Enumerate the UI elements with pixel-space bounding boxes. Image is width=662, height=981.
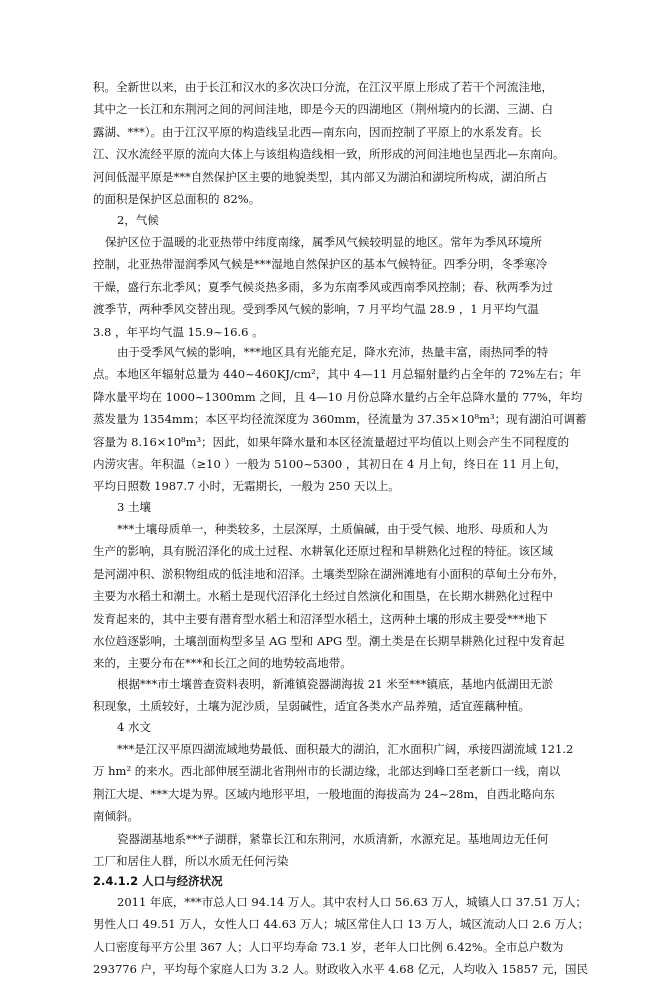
text-line: 荆江大堤、***大堤为界。区域内地形平坦，一般地面的海拔高为 24~28m，自西北略向东: [93, 786, 555, 801]
text-line: 瓷器湖基地系***子湖群，紧靠长江和东荆河，水质清新，水源充足。基地周边无任何: [117, 832, 549, 846]
paragraph-climate-detail: [93, 341, 587, 498]
text-line: 生产的影响，具有脱沼泽化的成土过程、水耕氧化还原过程和旱耕熟化过程的特征。该区域: [93, 544, 553, 559]
text-line: 渡季节，两种季风交替出现。受到季风气候的影响，7 月平均气温 28.9 ，1 月平均气温: [93, 302, 539, 317]
section-heading-soil: 3 土壤: [117, 500, 151, 514]
text-line: 男性人口 49.51 万人，女性人口 44.63 万人；城区常住人口 13 万人，城区流动人口 2.6 万人；: [93, 917, 590, 932]
paragraph-climate: [93, 231, 565, 343]
text-line: 工厂和居住人群，所以水质无任何污染: [93, 854, 289, 869]
text-line: 来的，主要分布在***和长江之间的地势较高地带。: [93, 656, 352, 671]
paragraph-soil: [93, 518, 565, 675]
text-line: 露湖、***）。由于江汉平原的构造线呈北西—南东向，因而控制了平原上的水系发育。长: [93, 124, 542, 139]
paragraph-hydrology: [93, 738, 574, 828]
paragraph-base: [93, 828, 565, 873]
text-line: 主要为水稻土和潮土。水稻土是现代沼泽化土经过自然演化和围垦，在长期水耕熟化过程中: [93, 589, 553, 604]
text-line: 293776 户，平均每个家庭人口为 3.2 人。财政收入水平 4.68 亿元，人均收入 15857 元，国民: [93, 962, 588, 977]
section-heading-hydrology: 4 水文: [117, 720, 151, 734]
text-line: 南倾斜。: [93, 809, 139, 824]
text-line: 其中之一长江和东荆河之间的河间洼地，即是今天的四湖地区（荆州境内的长湖、三湖、白: [93, 102, 553, 117]
text-line: 控制，北亚热带湿润季风气候是***湿地自然保护区的基本气候特征。四季分明，冬季寒冷: [93, 257, 548, 272]
text-line: 积。全新世以来，由于长江和汉水的多次决口分流，在江汉平原上形成了若干个河流洼地，: [93, 80, 553, 94]
text-line: 平均日照数 1987.7 小时，无霜期长，一般为 250 天以上。: [93, 479, 400, 494]
paragraph-population: [93, 891, 590, 977]
text-line: 由于受季风气候的影响，***地区具有光能充足，降水充沛，热量丰富，雨热同季的特: [117, 345, 549, 359]
text-line: 是河湖冲积、淤积物组成的低洼地和沼泽。土壤类型除在湖洲滩地有小面积的草甸土分布外，: [93, 566, 565, 581]
text-line: 容量为 8.16×10⁸m³；因此，如果年降水量和本区径流量超过平均值以上则会产生不同程度的: [93, 434, 570, 449]
text-line: ***土壤母质单一，种类较多，土层深厚，土质偏碱，由于受气候、地形、母质和人为: [117, 522, 549, 536]
text-line: 人口密度每平方公里 367 人；人口平均寿命 73.1 岁，老年人口比例 6.42%。全市总户数为: [93, 939, 564, 954]
text-line: 的面积是保护区总面积的 82%。: [93, 191, 261, 206]
text-line: 降水量平均在 1000~1300mm 之间，且 4—10 月份总降水量约占全年总降水量的 77%，年均: [93, 389, 583, 404]
text-line: 积现象，土质较好，土壤为泥沙质，呈弱碱性，适宜各类水产品养殖，适宜莲藕种植。: [93, 699, 530, 714]
paragraph-soil-survey: [93, 673, 565, 718]
text-line: 2011 年底，***市总人口 94.14 万人。其中农村人口 56.63 万人，城镇人口 37.51 万人；: [117, 895, 587, 909]
text-line: 河间低湿平原是***自然保护区主要的地貌类型，其内部又为湖泊和湖垸所构成，湖泊所占: [93, 169, 548, 184]
text-line: 万 hm² 的来水。西北部伸展至湖北省荆州市的长湖边缘，北部达到峰口至老新口一线，南以: [93, 764, 561, 779]
subsection-heading-population: 2.4.1.2 人口与经济状况: [93, 874, 223, 888]
text-line: 干燥，盛行东北季风；夏季气候炎热多雨，多为东南季风或西南季风控制；春、秋两季为过: [93, 279, 553, 294]
text-line: 保护区位于温暖的北亚热带中纬度南缘，属季风气候较明显的地区。常年为季风环境所: [105, 235, 542, 249]
text-line: 蒸发量为 1354mm；本区平均径流深度为 360mm，径流量为 37.35×10⁸m³；现有湖泊可调蓄: [93, 412, 587, 427]
paragraph-geomorphology: [93, 76, 565, 210]
text-line: 发育起来的，其中主要有潜育型水稻土和沼泽型水稻土，这两种土壤的形成主要受***地下: [93, 611, 548, 626]
text-line: 内涝灾害。年积温（≥10 ）一般为 5100~5300 ，其初日在 4 月上旬，终日在 11 月上旬，: [93, 456, 567, 471]
text-line: ***是江汉平原四湖流域地势最低、面积最大的湖泊，汇水面积广阔，承接四湖流域 121.2: [117, 742, 574, 756]
text-line: 3.8 ，年平均气温 15.9~16.6 。: [93, 324, 264, 339]
text-line: 水位趋逐影响，土壤剖面构型多呈 AG 型和 APG 型。潮土类是在长期旱耕熟化过程中发育起: [93, 633, 565, 648]
text-line: 江、汉水流经平原的流向大体上与该组构造线相一致，所形成的河间洼地也呈西北—东南向。: [93, 147, 565, 162]
text-line: 根据***市土壤普查资料表明，新滩镇瓷器湖海拔 21 米至***镇底，基地内低湖田无淤: [117, 677, 553, 691]
text-line: 点。本地区年辐射总量为 440~460KJ/cm²，其中 4—11 月总辐射量约占全年的 72%左右；年: [93, 367, 582, 382]
section-heading-climate: 2，气候: [117, 213, 159, 227]
